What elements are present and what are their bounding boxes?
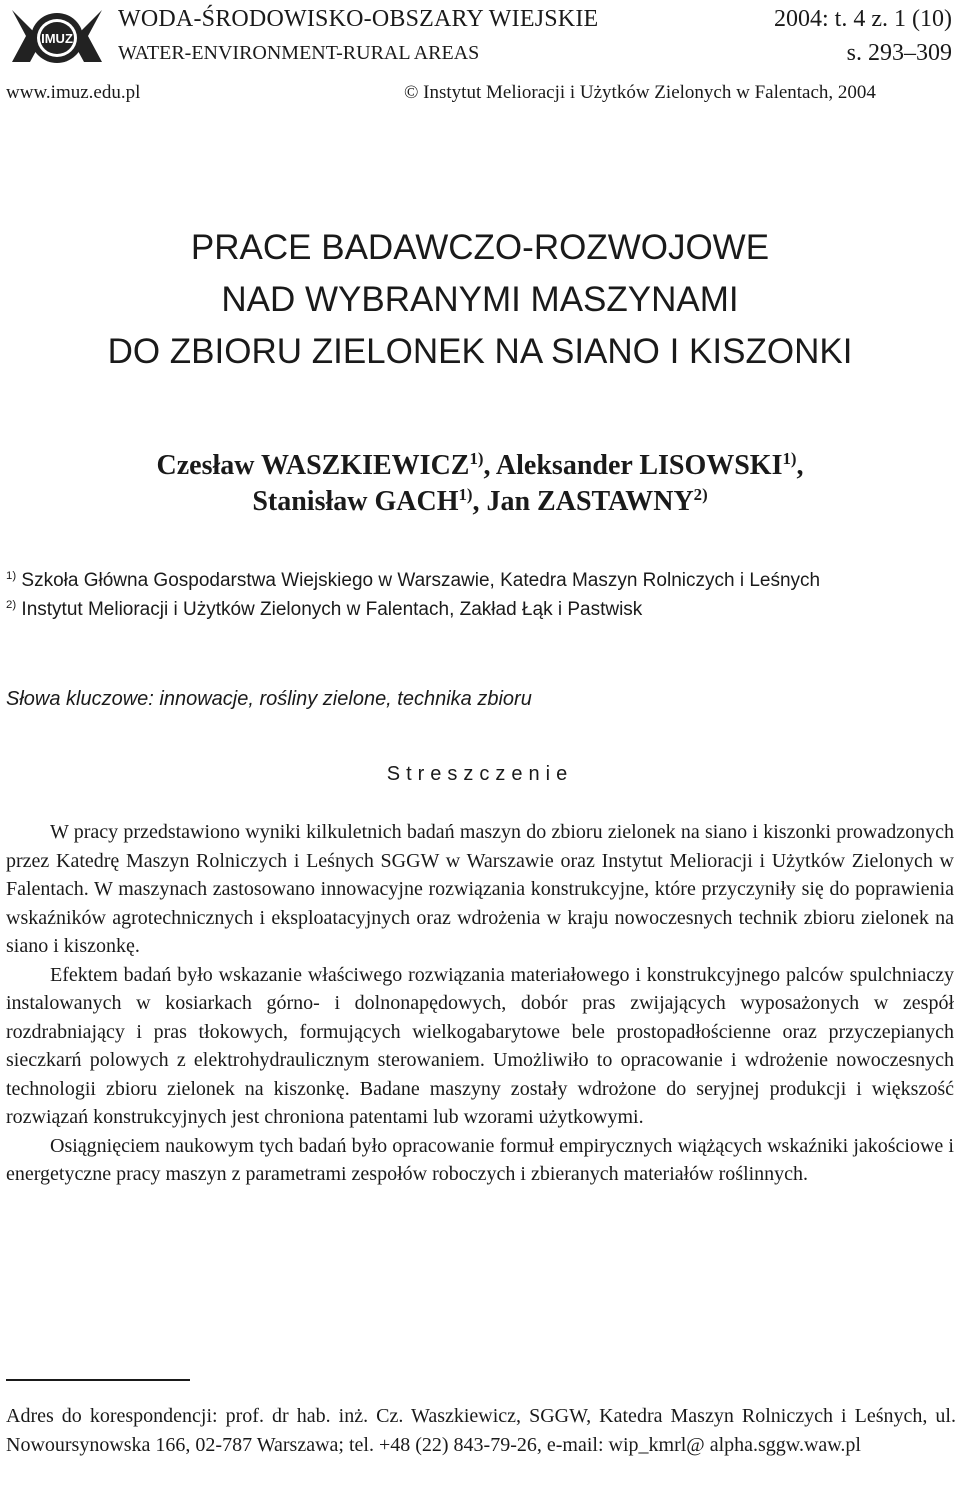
abstract-paragraph-3: Osiągnięciem naukowym tych badań było opracowanie formuł empirycznych wiążących wskaźniki jakościowe i energetyczne pracy maszyn z parametrami zespołów roboczych i zbieranych materiałów roślinnych.: [6, 1134, 954, 1185]
affiliation-mark: 1): [782, 448, 797, 468]
abstract-body: [6, 818, 954, 1189]
journal-title-english: WATER-ENVIRONMENT-RURAL AREAS: [118, 42, 480, 64]
affiliation-mark: 2): [6, 599, 17, 612]
abstract-heading: Streszczenie: [386, 763, 574, 785]
journal-title-polish: WODA-ŚRODOWISKO-OBSZARY WIEJSKIE: [118, 6, 599, 32]
copyright-notice: © Instytut Melioracji i Użytków Zielonych w Falentach, 2004: [404, 82, 876, 103]
volume-info: 2004: t. 4 z. 1 (10): [774, 6, 952, 32]
authors-line-2: [0, 486, 960, 518]
article-title-line-1: PRACE BADAWCZO-ROZWOJOWE: [190, 228, 770, 267]
svg-text:IMUZ: IMUZ: [41, 31, 73, 46]
separator: ,: [796, 450, 804, 481]
author-name: Czesław WASZKIEWICZ: [156, 450, 470, 481]
affiliation-text: Instytut Melioracji i Użytków Zielonych w Falentach, Zakład Łąk i Pastwisk: [21, 599, 643, 620]
affiliation-mark: 1): [6, 570, 17, 583]
abstract-paragraph-2: Efektem badań było wskazanie właściwego rozwiązania materiałowego i konstrukcyjnego palców spulchniaczy instalowanych w kosiarkach górno- i dolnonapędowych, dobór pras zwijających wyposażonych w zespół rozdrabniający i pras tłokowych, formujących wielkogabarytowe bele prostopadłościenne oraz przyczepianych sieczkarń polowych z elektrohydraulicznym sterowaniem. Umożliwiło to opracowanie i wdrożenie nowoczesnych technologii zbioru zielonek na kiszonkę. Badane maszyny zostały wdrożone do seryjnej produkcji i większość rozwiązań konstrukcyjnych jest chroniona patentami lub wzorami użytkowymi.: [6, 963, 954, 1128]
authors-line-1: [0, 450, 960, 482]
affiliation-mark: 1): [469, 448, 484, 468]
footnote-divider: [6, 1379, 190, 1381]
article-title-line-2: NAD WYBRANYMI MASZYNAMI: [221, 280, 739, 319]
correspondence-footnote: Adres do korespondencji: prof. dr hab. inż. Cz. Waszkiewicz, SGGW, Katedra Maszyn Rolniczych i Leśnych, ul. Nowoursynowska 166, 02-787 Warszawa; tel. +48 (22) 843-79-26, e-mail: wip_kmrl@ alpha.sggw.waw.pl: [6, 1405, 956, 1456]
affiliation-mark: 2): [693, 484, 708, 504]
author-name: Stanisław GACH: [252, 486, 459, 517]
imuz-logo: [10, 6, 104, 68]
article-title-line-3: DO ZBIORU ZIELONEK NA SIANO I KISZONKI: [107, 332, 853, 371]
page-range: s. 293–309: [846, 40, 952, 66]
keywords: Słowa kluczowe: innowacje, rośliny zielone, technika zbioru: [6, 688, 532, 710]
website-link[interactable]: www.imuz.edu.pl: [6, 82, 141, 103]
affiliation-mark: 1): [458, 484, 473, 504]
author-name: , Jan ZASTAWNY: [472, 486, 694, 517]
abstract-paragraph-1: W pracy przedstawiono wyniki kilkuletnich badań maszyn do zbioru zielonek na siano i kiszonki prowadzonych przez Katedrę Maszyn Rolniczych i Leśnych SGGW w Warszawie oraz Instytut Melioracji i Użytków Zielonych w Falentach. W maszynach zastosowano innowacyjne rozwiązania konstrukcyjne, które przyczyniły się do poprawienia wskaźników agrotechnicznych i eksploatacyjnych oraz wdrożenia w kraju nowoczesnych technik zbioru zielonek na siano i kiszonkę.: [6, 821, 954, 957]
affiliation-2: [6, 599, 642, 621]
affiliation-text: Szkoła Główna Gospodarstwa Wiejskiego w Warszawie, Katedra Maszyn Rolniczych i Leśnych: [21, 570, 821, 591]
affiliation-1: [6, 570, 820, 592]
author-name: , Aleksander LISOWSKI: [483, 450, 783, 481]
